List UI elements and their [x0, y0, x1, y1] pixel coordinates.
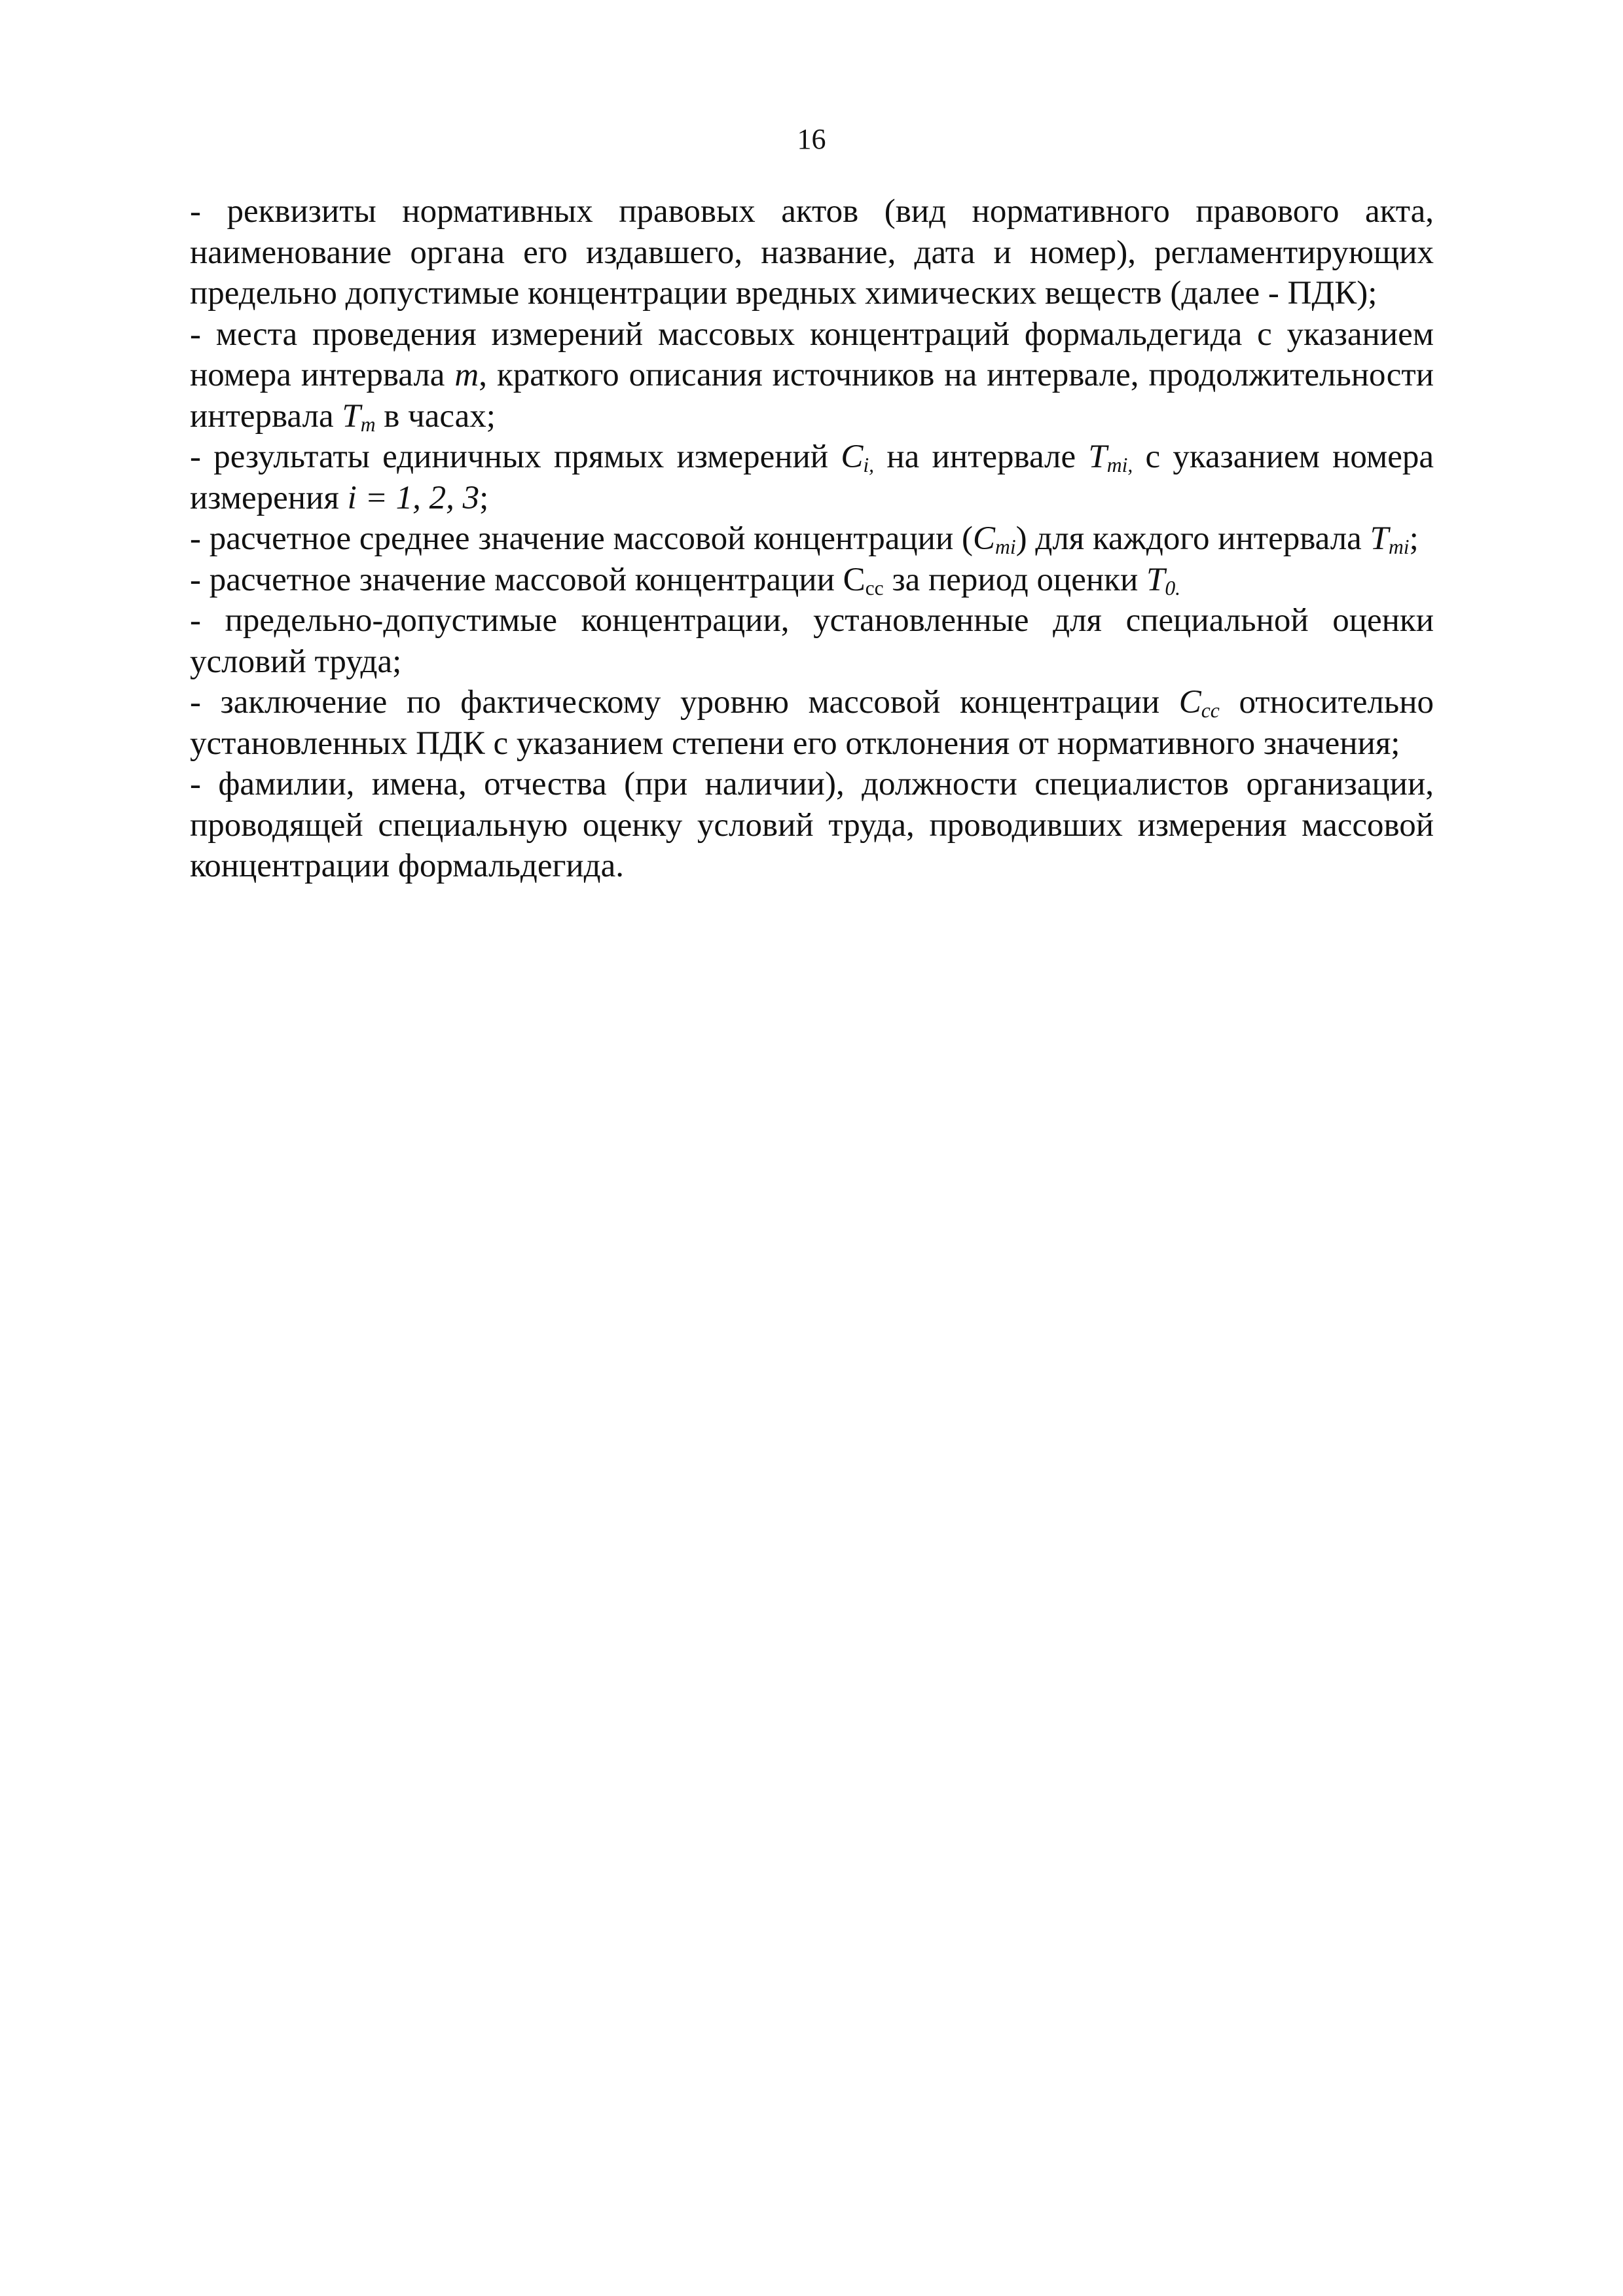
interval-duration-symbol: $T_m$	[342, 397, 376, 436]
period-symbol-t0: $T_{0.}$	[1146, 561, 1181, 600]
interval-symbol-tmi: $T_{mi,}$	[1088, 439, 1133, 476]
interval-symbol-tmi: $T_{mi}$	[1370, 520, 1410, 558]
concentration-symbol-ccc: $C_{cc}$	[1178, 684, 1220, 722]
concentration-symbol-cmi: $C_{mi}$	[973, 520, 1016, 558]
concentration-symbol-ci: $C_{i,}$	[841, 439, 875, 476]
interval-symbol-m: m	[454, 357, 479, 393]
list-item-limit-values: - предельно-допустимые концентрации, установленные для специальной оценки условий труда;	[190, 602, 1434, 680]
measurement-index-formula: i = 1, 2, 3	[347, 479, 480, 516]
list-item-measurement-locations: - места проведения измерений массовых концентраций формальдегида с указанием номера интервала m, краткого описания источников на интервале, продолжительности интервала $T_m$ в часах;	[190, 315, 1434, 436]
list-item-period-concentration: - расчетное значение массовой концентрации $C_{cc}$ за период оценки $T_{0.}$	[190, 561, 1181, 600]
list-item-specialists: - фамилии, имена, отчества (при наличии), должности специалистов организации, проводящей специальную оценку условий труда, проводивших измерения массовой концентрации формальдегида.	[190, 766, 1434, 884]
list-item-conclusion: - заключение по фактическому уровню массовой концентрации $C_{cc}$ относительно установленных ПДК с указанием степени его отклонения от нормативного значения;	[190, 684, 1434, 762]
page-number: 16	[797, 123, 826, 155]
concentration-subscript-cc: cc	[865, 576, 884, 600]
list-item-single-measurements: - результаты единичных прямых измерений $C_{i,}$ на интервале $T_{mi,}$ с указанием номера измерения i = 1, 2, 3;	[190, 439, 1434, 516]
list-item-normative-acts: - реквизиты нормативных правовых актов (вид нормативного правового акта, наименование органа его издавшего, название, дата и номер), регламентирующих предельно допустимые концентрации вредных химических веществ (далее - ПДК);	[190, 193, 1434, 312]
list-item-average-concentration: - расчетное среднее значение массовой концентрации $(C_{mi})$ для каждого интервала $T_{mi}$;	[190, 520, 1419, 558]
page-body	[190, 191, 1434, 887]
